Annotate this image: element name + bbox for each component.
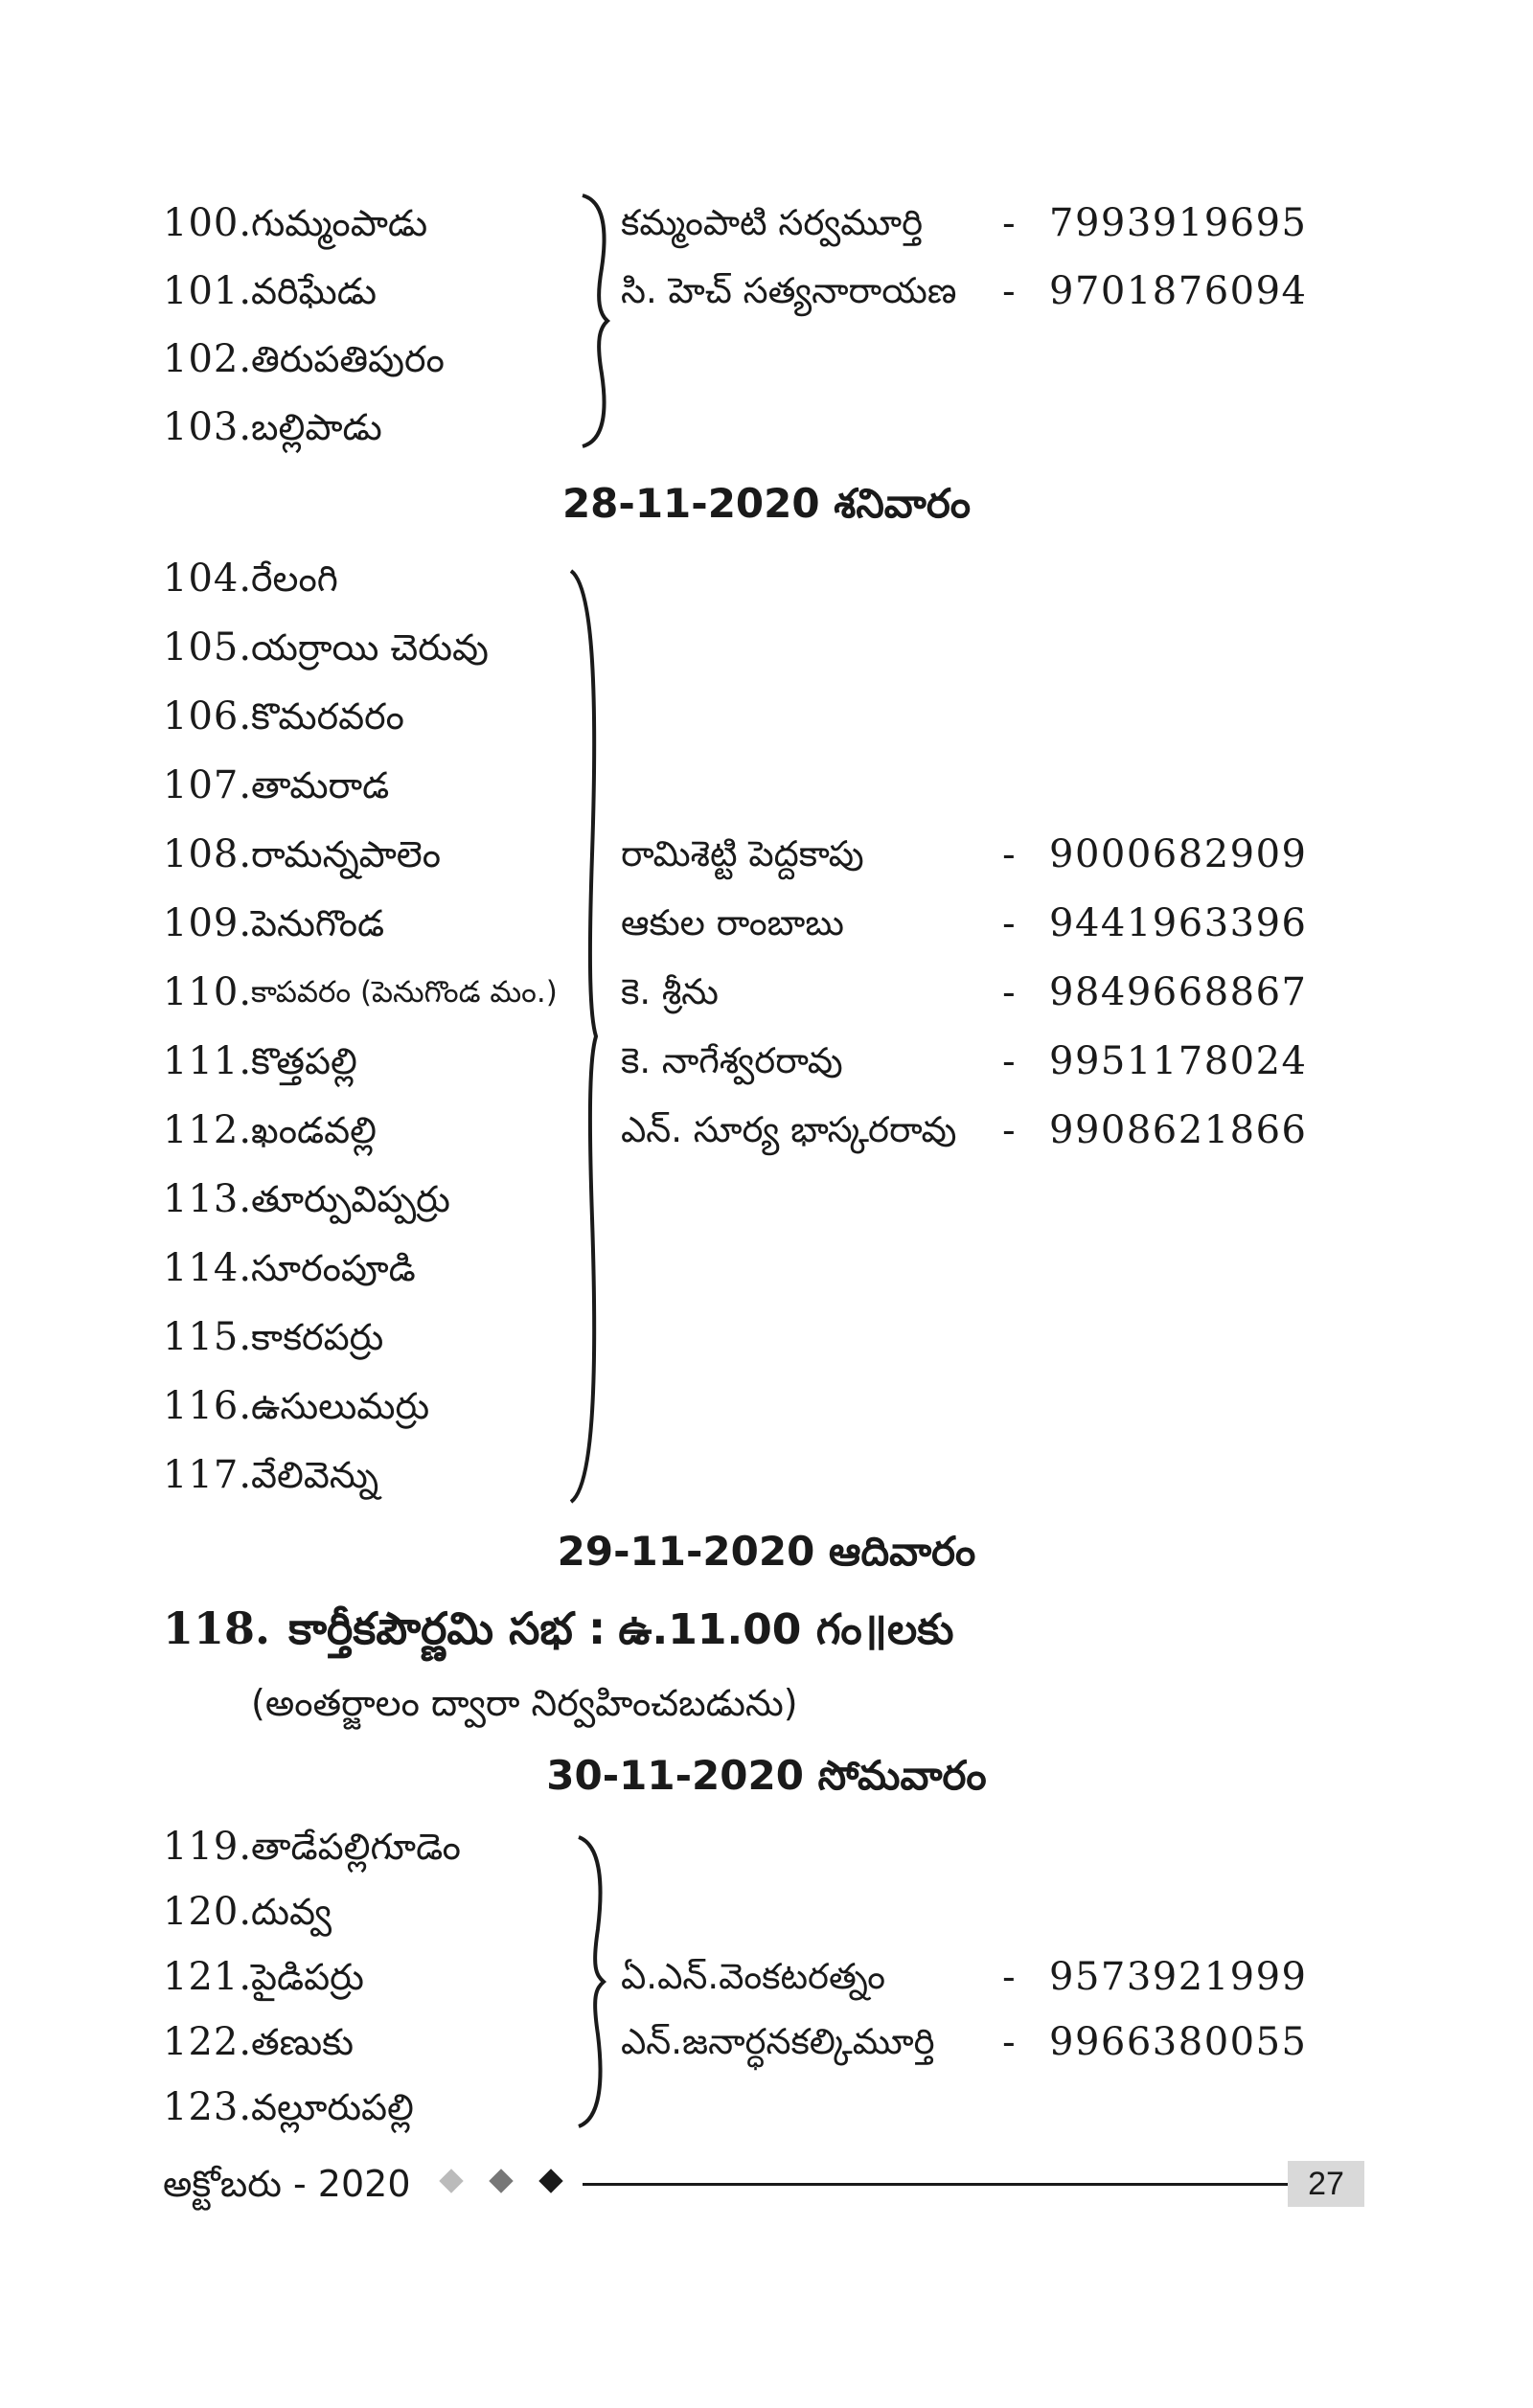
village-name: కాపవరం (పెనుగొండ మం.) xyxy=(251,975,558,1010)
row-number: 122. xyxy=(163,2020,253,2064)
village-name: వరిఘేడు xyxy=(251,270,378,312)
village-name: ఖండవల్లి xyxy=(251,1109,377,1151)
date-heading: 28-11-2020 శనివారం xyxy=(561,480,972,527)
village-name: రేలంగి xyxy=(251,557,338,600)
phone-number: 7993919695 xyxy=(1049,201,1308,245)
row-number: 119. xyxy=(163,1825,253,1869)
contact-name: కె. శ్రీను xyxy=(621,971,719,1012)
row-number: 110. xyxy=(163,970,253,1014)
village-name: కొత్తపల్లి xyxy=(251,1040,357,1082)
row-115 xyxy=(0,1303,1533,1372)
village-name: యర్రాయి చెరువు xyxy=(251,626,489,669)
row-number: 104. xyxy=(163,557,253,601)
row-number: 111. xyxy=(163,1039,253,1083)
diamond-icon xyxy=(439,2169,463,2192)
row-116 xyxy=(0,1372,1533,1441)
row-103 xyxy=(0,393,1533,462)
row-number: 101. xyxy=(163,269,253,313)
contact-name: ఎన్.జనార్ధనకల్కిమూర్తి xyxy=(621,2021,935,2062)
phone-number: 9908621866 xyxy=(1049,1108,1308,1152)
row-112 xyxy=(0,1096,1533,1165)
row-number: 102. xyxy=(163,337,253,381)
row-number: 117. xyxy=(163,1453,253,1497)
row-number: 109. xyxy=(163,901,253,945)
row-number: 100. xyxy=(163,201,253,245)
separator-dash: - xyxy=(1002,1040,1016,1082)
village-name: దువ్వ xyxy=(251,1891,332,1933)
contact-name: కె. నాగేశ్వరరావు xyxy=(621,1040,843,1081)
phone-number: 9441963396 xyxy=(1049,901,1308,945)
row-102 xyxy=(0,325,1533,394)
contact-name: కమ్మంపాటి సర్వమూర్తి xyxy=(621,202,924,243)
meeting-number: 118. xyxy=(163,1602,271,1654)
row-106 xyxy=(0,682,1533,751)
row-120 xyxy=(0,1877,1533,1946)
village-name: తిరుపతిపురం xyxy=(251,338,445,380)
separator-dash: - xyxy=(1002,833,1016,875)
contact-name: రామిశెట్టి పెద్దకాపు xyxy=(621,833,864,875)
village-name: రామన్నపాలెం xyxy=(251,833,441,875)
village-name: తామరాడ xyxy=(251,764,390,806)
footer-month-label: అక్టోబరు - 2020 xyxy=(163,2163,411,2205)
phone-number: 9849668867 xyxy=(1049,970,1308,1014)
contact-name: సి. హెచ్ సత్యనారాయణ xyxy=(621,270,957,311)
meeting-title: కార్తీకపౌర్ణమి సభ : xyxy=(288,1602,606,1654)
phone-number: 9966380055 xyxy=(1049,2020,1308,2064)
row-number: 112. xyxy=(163,1108,253,1152)
phone-number: 9951178024 xyxy=(1049,1039,1308,1083)
separator-dash: - xyxy=(1002,270,1016,312)
row-number: 115. xyxy=(163,1315,253,1359)
row-number: 108. xyxy=(163,832,253,876)
phone-number: 9000682909 xyxy=(1049,832,1308,876)
separator-dash: - xyxy=(1002,971,1016,1013)
village-name: సూరంపూడి xyxy=(251,1247,416,1289)
phone-number: 9573921999 xyxy=(1049,1955,1308,1999)
separator-dash: - xyxy=(1002,202,1016,244)
meeting-line xyxy=(163,1590,953,1677)
row-number: 105. xyxy=(163,625,253,670)
separator-dash: - xyxy=(1002,2021,1016,2063)
date-heading: 29-11-2020 ఆదివారం xyxy=(557,1528,976,1575)
row-number: 121. xyxy=(163,1955,253,1999)
village-name: కొమరవరం xyxy=(251,695,404,738)
separator-dash: - xyxy=(1002,902,1016,944)
phone-number: 9701876094 xyxy=(1049,269,1308,313)
village-name: తణుకు xyxy=(251,2021,355,2063)
page-number: 27 xyxy=(1288,2161,1364,2207)
village-name: వేలివెన్ను xyxy=(251,1454,379,1496)
contact-name: ఎన్. సూర్య భాస్కరరావు xyxy=(621,1109,957,1150)
row-number: 114. xyxy=(163,1246,253,1290)
village-name: వల్లూరుపల్లి xyxy=(251,2086,414,2128)
row-107 xyxy=(0,751,1533,820)
row-111 xyxy=(0,1027,1533,1096)
contact-name: ఆకుల రాంబాబు xyxy=(621,902,844,943)
meeting-time: ఉ.11.00 గం॥లకు xyxy=(618,1605,954,1654)
date-heading: 30-11-2020 సోమవారం xyxy=(546,1752,987,1799)
row-117 xyxy=(0,1441,1533,1510)
diamond-icon xyxy=(489,2169,513,2192)
row-101 xyxy=(0,257,1533,326)
row-123 xyxy=(0,2073,1533,2142)
row-121 xyxy=(0,1942,1533,2011)
row-100 xyxy=(0,189,1533,258)
row-number: 120. xyxy=(163,1890,253,1934)
meeting-note: (అంతర్జాలం ద్వారా నిర్వహించబడును) xyxy=(251,1682,798,1724)
village-name: తాడేపల్లిగూడెం xyxy=(251,1826,461,1868)
row-108 xyxy=(0,820,1533,889)
row-122 xyxy=(0,2008,1533,2077)
village-name: పైడిపర్రు xyxy=(251,1956,364,1998)
row-109 xyxy=(0,889,1533,958)
row-number: 123. xyxy=(163,2085,253,2129)
village-name: కాకరపర్రు xyxy=(251,1316,384,1358)
row-104 xyxy=(0,544,1533,613)
group-brace xyxy=(563,567,602,1506)
footer-rule xyxy=(583,2183,1288,2186)
village-name: గుమ్మంపాడు xyxy=(251,202,428,244)
contact-name: ఏ.ఎన్.వెంకటరత్నం xyxy=(621,1956,886,1997)
diamond-icon xyxy=(538,2169,562,2192)
group-brace xyxy=(575,192,613,450)
village-name: తూర్పువిప్పర్రు xyxy=(251,1178,450,1220)
village-name: పెనుగొండ xyxy=(251,902,385,944)
row-113 xyxy=(0,1165,1533,1234)
row-number: 103. xyxy=(163,405,253,449)
row-number: 113. xyxy=(163,1177,253,1221)
row-105 xyxy=(0,613,1533,682)
row-110 xyxy=(0,958,1533,1027)
group-brace xyxy=(571,1833,609,2130)
separator-dash: - xyxy=(1002,1109,1016,1151)
row-number: 106. xyxy=(163,694,253,738)
village-name: బల్లిపాడు xyxy=(251,406,382,448)
page-footer xyxy=(0,2155,1533,2213)
row-number: 107. xyxy=(163,763,253,807)
separator-dash: - xyxy=(1002,1956,1016,1998)
row-119 xyxy=(0,1812,1533,1881)
row-number: 116. xyxy=(163,1384,253,1428)
row-114 xyxy=(0,1234,1533,1303)
village-name: ఉసులుమర్రు xyxy=(251,1385,430,1427)
